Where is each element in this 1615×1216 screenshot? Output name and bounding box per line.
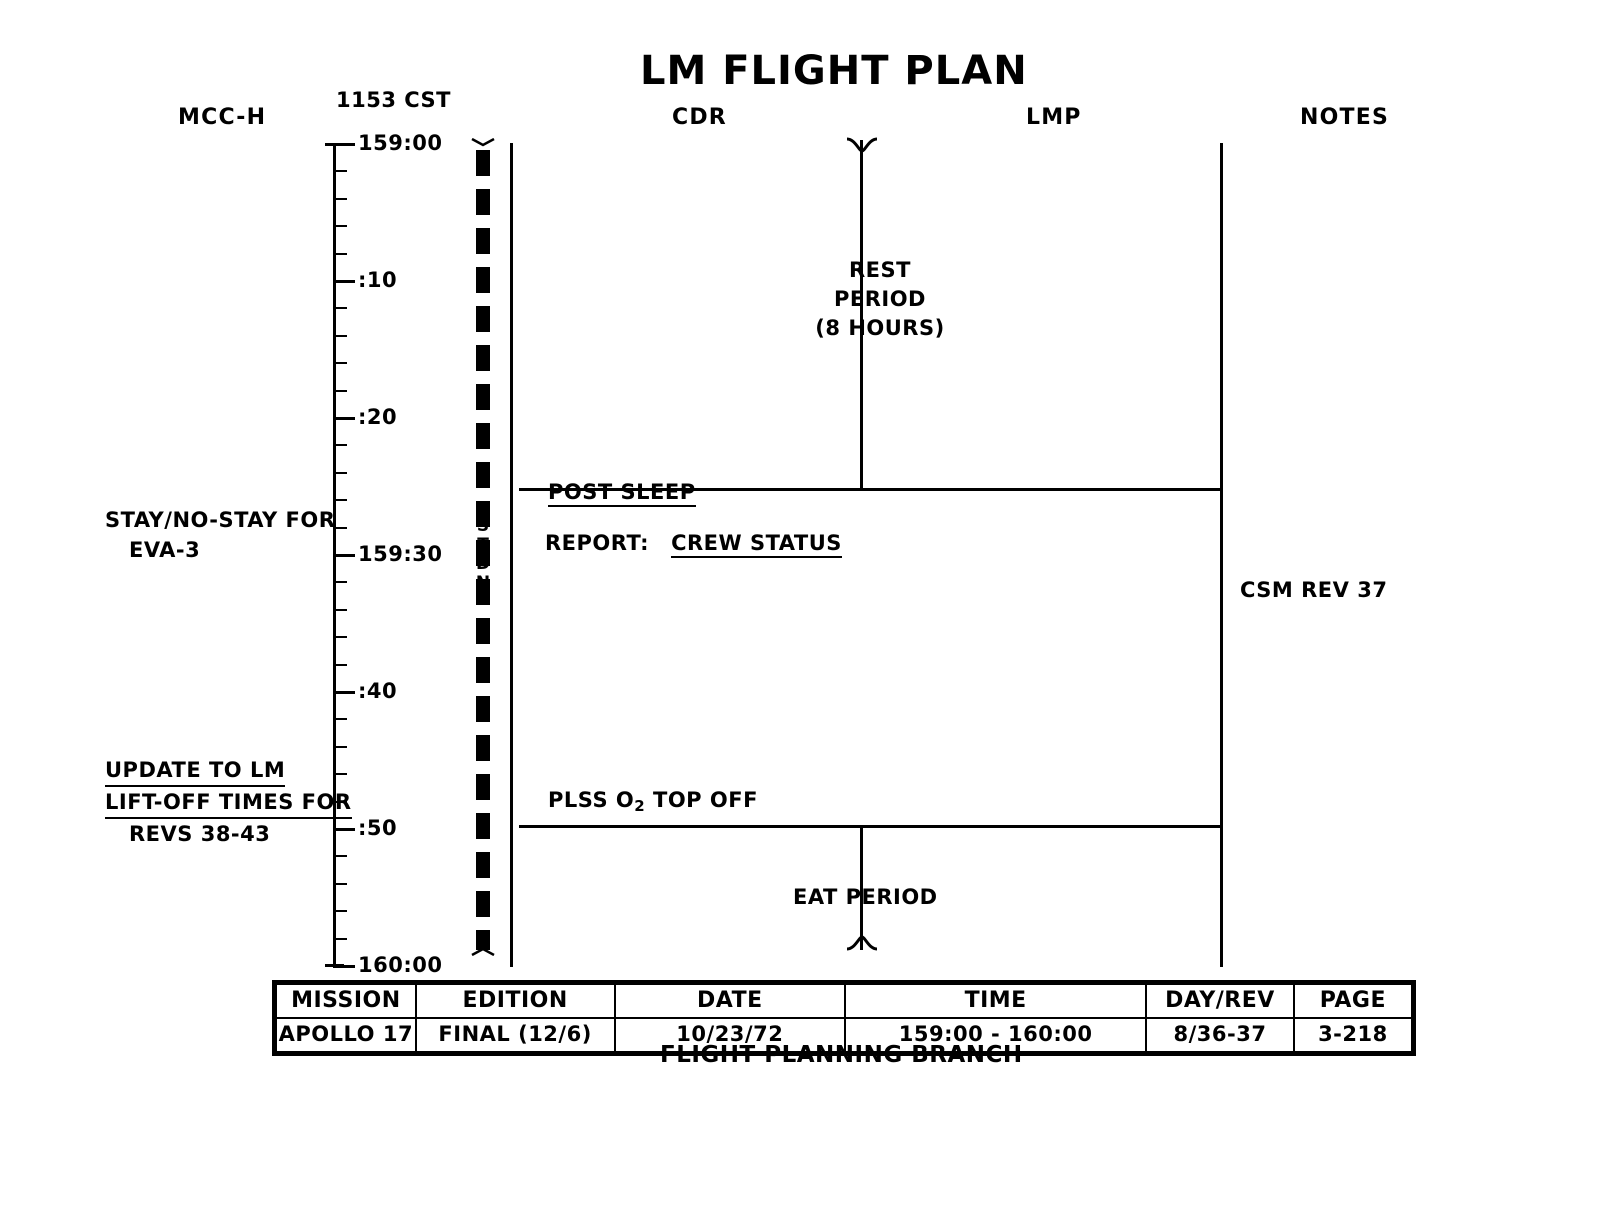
footer-header-cell: DATE xyxy=(615,984,846,1018)
time-tick-minor xyxy=(333,746,347,748)
time-tick-minor xyxy=(333,636,347,638)
footer-header-row xyxy=(276,984,1412,1018)
time-tick-minor xyxy=(333,609,347,611)
cdr-column-divider xyxy=(510,143,513,967)
stdn-cap-bottom-icon xyxy=(471,947,495,956)
time-tick-minor xyxy=(333,225,347,227)
report-value: CREW STATUS xyxy=(671,531,842,558)
csm-rev-note: CSM REV 37 xyxy=(1240,578,1388,602)
time-tick-label: 159:00 xyxy=(358,131,443,155)
column-header-mcch: MCC-H xyxy=(178,105,267,130)
report-label: REPORT: xyxy=(545,531,650,555)
time-tick-major xyxy=(333,554,355,557)
rest-period-line1: REST PERIOD xyxy=(833,258,926,311)
time-tick-label: :50 xyxy=(358,816,398,840)
stdn-label xyxy=(470,517,496,593)
time-tick-minor xyxy=(333,718,347,720)
time-tick-minor xyxy=(333,390,347,392)
time-tick-minor xyxy=(333,499,347,501)
time-tick-major xyxy=(333,965,355,968)
footer-header-cell: MISSION xyxy=(276,984,416,1018)
cst-time-label: 1153 CST xyxy=(336,88,452,112)
page-title: LM FLIGHT PLAN xyxy=(640,48,1028,94)
mcch-note2-line3: REVS 38-43 xyxy=(129,822,271,846)
time-tick-minor xyxy=(333,664,347,666)
time-tick-minor xyxy=(333,938,347,940)
mcch-note-stay-no-stay xyxy=(105,505,335,565)
time-tick-major xyxy=(333,280,355,283)
time-tick-minor xyxy=(333,444,347,446)
mcch-note1-line1: STAY/NO-STAY FOR xyxy=(105,508,336,532)
time-tick-minor xyxy=(333,472,347,474)
time-tick-label: :40 xyxy=(358,679,398,703)
footer-value-cell: 3-218 xyxy=(1294,1018,1412,1052)
time-tick-minor xyxy=(333,855,347,857)
footer-value-cell: 159:00 - 160:00 xyxy=(845,1018,1146,1052)
rest-period-line2: (8 HOURS) xyxy=(815,316,945,340)
rest-period-bracket-top-icon xyxy=(845,137,879,153)
time-tick-major xyxy=(333,691,355,694)
plss-text-post: TOP OFF xyxy=(645,788,758,812)
stdn-letter: D xyxy=(475,554,491,574)
column-header-lmp: LMP xyxy=(1026,105,1082,130)
time-tick-label: :20 xyxy=(358,405,398,429)
footer-value-cell: 10/23/72 xyxy=(615,1018,846,1052)
footer-value-cell: APOLLO 17 xyxy=(276,1018,416,1052)
time-tick-minor xyxy=(333,198,347,200)
footer-header-cell: DAY/REV xyxy=(1146,984,1294,1018)
plss-separator xyxy=(519,825,1221,828)
column-header-notes: NOTES xyxy=(1300,105,1389,130)
stdn-letter: N xyxy=(475,573,491,593)
mcch-note2-line1: UPDATE TO LM xyxy=(105,755,285,787)
footer-header-cell: TIME xyxy=(845,984,1146,1018)
time-tick-minor xyxy=(333,362,347,364)
footer-header-cell: PAGE xyxy=(1294,984,1412,1018)
mcch-note2-line2: LIFT-OFF TIMES FOR xyxy=(105,787,352,819)
eat-period-label: EAT PERIOD xyxy=(793,885,938,909)
footer-header-cell: EDITION xyxy=(416,984,615,1018)
notes-column-divider xyxy=(1220,143,1223,967)
time-tick-label: 159:30 xyxy=(358,542,443,566)
stdn-cap-top-icon xyxy=(471,138,495,147)
time-tick-minor xyxy=(333,581,347,583)
time-tick-label: 160:00 xyxy=(358,953,443,977)
mcch-note1-line2: EVA-3 xyxy=(129,538,201,562)
time-tick-minor xyxy=(333,910,347,912)
time-tick-minor xyxy=(333,883,347,885)
time-tick-minor xyxy=(333,335,347,337)
rest-period-label xyxy=(800,256,960,343)
flight-planning-branch-label: FLIGHT PLANNING BRANCH xyxy=(660,1042,1023,1068)
time-tick-label: :10 xyxy=(358,268,398,292)
stdn-letter: T xyxy=(477,535,489,555)
plss-o2-top-off-label xyxy=(548,788,758,815)
mcch-note-liftoff-update xyxy=(105,755,352,849)
stdn-letter: S xyxy=(476,516,490,536)
report-row xyxy=(545,531,842,555)
post-sleep-label: POST SLEEP xyxy=(548,480,696,507)
footer-value-cell: FINAL (12/6) xyxy=(416,1018,615,1052)
time-tick-major xyxy=(333,417,355,420)
footer-value-cell: 8/36-37 xyxy=(1146,1018,1294,1052)
time-tick-minor xyxy=(333,253,347,255)
eat-period-bracket-bottom-icon xyxy=(845,935,879,951)
column-header-cdr: CDR xyxy=(672,105,727,130)
time-tick-minor xyxy=(333,307,347,309)
plss-text-pre: PLSS O xyxy=(548,788,635,812)
time-tick-major xyxy=(333,143,355,146)
plss-subscript: 2 xyxy=(634,797,646,815)
time-tick-minor xyxy=(333,170,347,172)
